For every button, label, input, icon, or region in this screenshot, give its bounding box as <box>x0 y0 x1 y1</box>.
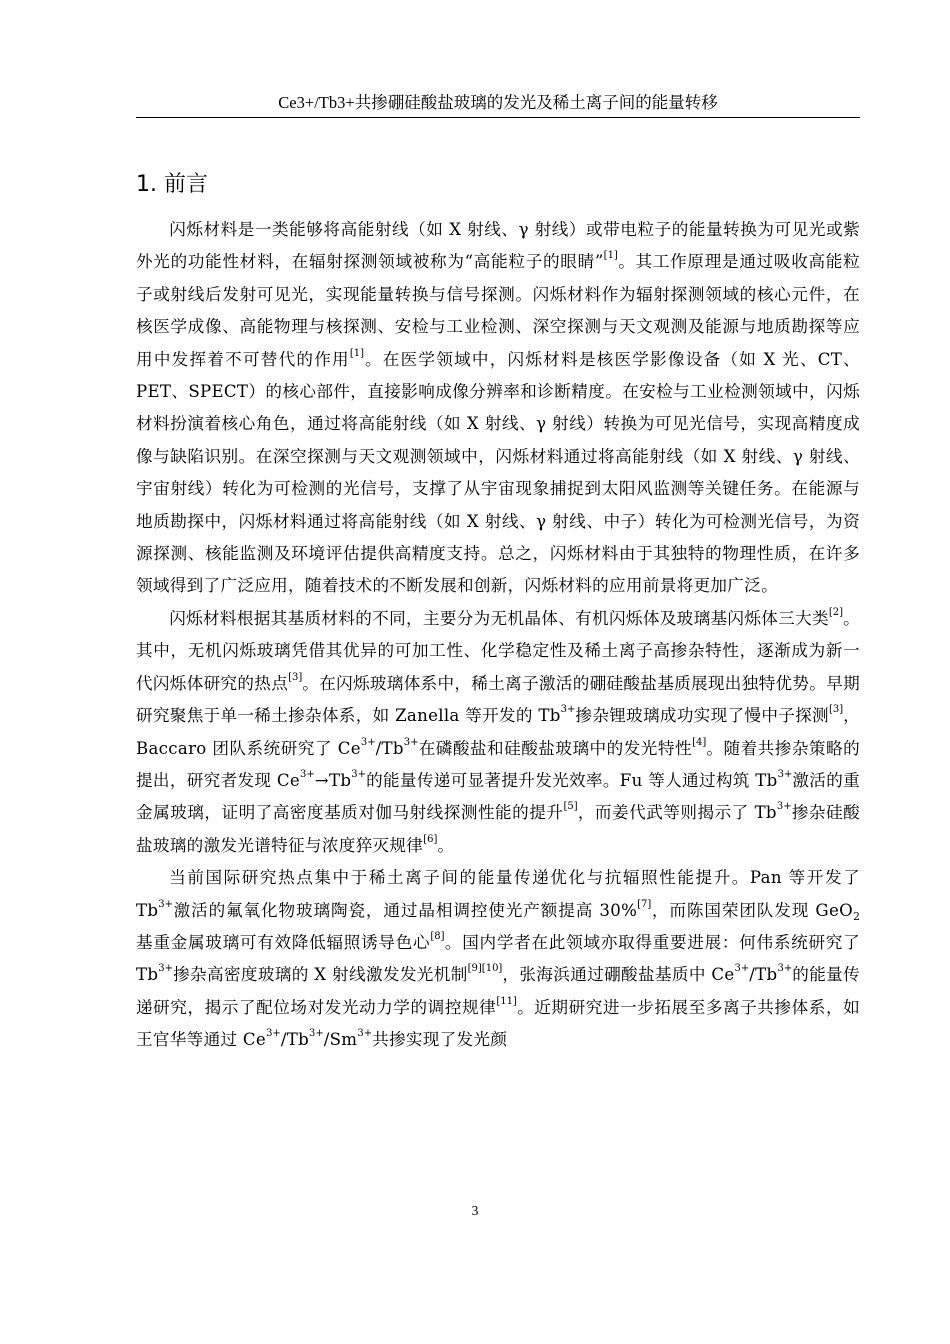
superscript: 3+ <box>300 768 315 780</box>
text-run: 激活的重金属玻璃，证明了高密度基质对伽马射线探测性能的提升 <box>136 770 861 823</box>
superscript: [4] <box>692 736 707 748</box>
superscript: [8] <box>430 930 445 942</box>
superscript: 3+ <box>560 704 576 716</box>
superscript: [11] <box>496 995 517 1007</box>
page-number: 3 <box>471 1203 479 1218</box>
superscript: 3+ <box>357 1028 373 1040</box>
text-run: 的能量传递可显著提升发光效率。Fu 等人通过构筑 Tb <box>366 770 778 790</box>
text-run: 。在闪烁玻璃体系中，稀土离子激活的硼硅酸盐基质展现出独特优势。早期研究聚焦于单一稀土掺杂体系，如 Zanella 等开发的 Tb <box>136 673 860 726</box>
superscript: [3] <box>828 704 844 716</box>
superscript: 3+ <box>351 768 367 780</box>
subscript: 2 <box>853 909 860 923</box>
text-run: 基重金属玻璃可有效降低辐照诱导色心 <box>136 932 431 952</box>
text-run: 当前国际研究热点集中于稀土离子间的能量传递优化与抗辐照性能提升。Pan 等开发了 Tb <box>136 868 860 920</box>
superscript: [2] <box>828 606 844 618</box>
superscript: [5] <box>563 801 578 813</box>
paragraph-1 <box>136 214 860 603</box>
text-run: ，而姜代武等则揭示了 Tb <box>577 803 777 823</box>
text-run: →Tb <box>314 770 352 790</box>
paragraph-3 <box>136 862 860 1056</box>
text-run: /Sm <box>323 1030 358 1050</box>
superscript: 3+ <box>403 736 419 748</box>
text-run: 。在医学领域中，闪烁材料是核医学影像设备（如 X 光、CT、PET、SPECT）的核心部件，直接影响成像分辨率和诊断精度。在安检与工业检测领域中，闪烁材料扮演着核心角色，通过将高能射线（如 X 射线、γ 射线）转换为可见光信号，实现高精度成像与缺陷识别。在深空探测与天文观测领域中，闪烁材料通过将高能射线（如 X 射线、γ 射线、宇宙射线）转化为可检测的光信号，支撑了从宇宙现象捕捉到太阳风监测等关键任务。在能源与地质勘探中，闪烁材料通过将高能射线（如 X 射线、γ 射线、中子）转化为可检测光信号，为资源探测、核能监测及环境评估提供高精度支持。总之，闪烁材料由于其独特的物理性质，在许多领域得到了广泛应用，随着技术的不断发展和创新，闪烁材料的应用前景将更加广泛。 <box>136 349 860 596</box>
text-run: 。随着共掺杂策略的提出，研究者发现 Ce <box>136 738 860 790</box>
text-run: 共掺实现了发光颜 <box>372 1030 508 1050</box>
text-run: ，而陈国荣团队发现 GeO <box>651 900 853 920</box>
superscript: [3] <box>288 671 303 683</box>
superscript: 3+ <box>309 1028 324 1040</box>
paragraph-2 <box>136 603 860 862</box>
superscript: 3+ <box>296 93 315 112</box>
superscript: 3+ <box>158 963 174 975</box>
text-run: /Tb <box>749 965 778 985</box>
text-run: 闪烁材料根据其基质材料的不同，主要分为无机晶体、有机闪烁体及玻璃基闪烁体三大类 <box>169 608 829 628</box>
section-title: 前言 <box>164 172 209 197</box>
superscript: 3+ <box>360 736 376 748</box>
text-run: 共掺硼硅酸盐玻璃的发光及稀土离子间的能量转移 <box>354 93 718 112</box>
superscript: [6] <box>423 833 438 845</box>
text-run: 。国内学者在此领域亦取得重要进展：何伟系统研究了 Tb <box>136 932 860 985</box>
superscript: 3+ <box>777 963 793 975</box>
superscript: 3+ <box>734 963 750 975</box>
text-run: /Tb <box>280 1030 309 1050</box>
text-run: 。其工作原理是通过吸收高能粒子或射线后发射可见光，实现能量转换与信号探测。闪烁材料作为辐射探测领域的核心元件，在核医学成像、高能物理与核探测、安检与工业检测、深空探测与天文观测及能源与地质勘探等应用中发挥着不可替代的作用 <box>136 252 860 369</box>
text-run: /Tb <box>314 93 338 112</box>
header-rule <box>136 117 860 118</box>
text-run: 掺杂锂玻璃成功实现了慢中子探测 <box>575 706 829 726</box>
superscript: 3+ <box>337 93 355 112</box>
text-run: ，Baccaro 团队系统研究了 Ce <box>136 706 861 758</box>
superscript: [1] <box>603 250 618 262</box>
section-number: 1. <box>136 172 157 197</box>
text-run: 。其中，无机闪烁玻璃凭借其优异的可加工性、化学稳定性及稀土离子高掺杂特性，逐渐成为新一代闪烁体研究的热点 <box>136 608 860 693</box>
text-run: 掺杂硅酸盐玻璃的激发光谱特征与浓度猝灭规律 <box>136 803 860 855</box>
body-text <box>136 214 860 1057</box>
text-run: 。 <box>437 835 455 855</box>
superscript: 3+ <box>777 768 793 780</box>
text-run: ，张海浜通过硼酸盐基质中 Ce <box>502 965 735 985</box>
text-run: 掺杂高密度玻璃的 X 射线激发发光机制 <box>173 965 468 985</box>
text-run: 的能量传递研究，揭示了配位场对发光动力学的调控规律 <box>136 965 861 1017</box>
superscript: [9][10] <box>467 963 503 975</box>
text-run: 。近期研究进一步拓展至多离子共掺体系，如王官华等通过 Ce <box>136 997 860 1050</box>
superscript: 3+ <box>266 1028 281 1040</box>
text-run: 激活的氟氧化物玻璃陶瓷，通过晶相调控使光产额提高 30% <box>173 900 638 920</box>
superscript: 3+ <box>158 898 174 910</box>
text-run: Ce <box>278 93 297 112</box>
text-run: 在磷酸盐和硅酸盐玻璃中的发光特性 <box>418 738 693 758</box>
text-run: /Tb <box>375 738 404 758</box>
superscript: 3+ <box>776 801 792 813</box>
superscript: [1] <box>349 347 365 359</box>
superscript: [7] <box>637 898 652 910</box>
section-heading <box>136 170 208 200</box>
running-header <box>136 92 860 114</box>
text-run: 闪烁材料是一类能够将高能射线（如 X 射线、γ 射线）或带电粒子的能量转换为可见光或紫外光的功能性材料，在辐射探测领域被称为“高能粒子的眼睛” <box>136 220 860 272</box>
